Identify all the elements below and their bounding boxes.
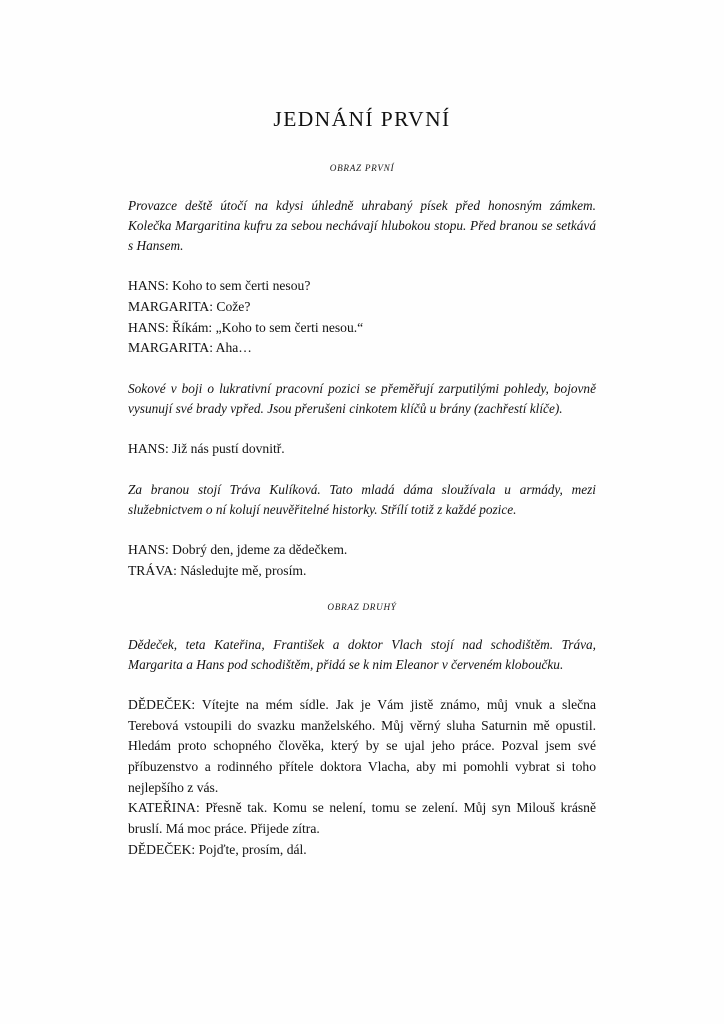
spacer — [128, 256, 596, 276]
dialogue-block — [128, 439, 596, 460]
dialogue-line: TRÁVA: Následujte mě, prosím. — [128, 563, 307, 579]
spacer — [128, 582, 596, 602]
dialogue-line: MARGARITA: Aha… — [128, 340, 252, 356]
dialogue-line: HANS: Koho to sem čerti nesou? — [128, 278, 311, 294]
stage-direction: Za branou stojí Tráva Kulíková. Tato mladá dáma sloužívala u armády, mezi služebnictvem o ní kolují neuvěřitelné historky. Střílí totiž z každé pozice. — [128, 481, 596, 518]
dialogue-line: DĚDEČEK: Pojďte, prosím, dál. — [128, 841, 307, 857]
scene-heading-obraz-druhy: OBRAZ DRUHÝ — [327, 601, 397, 612]
dialogue-line: HANS: Dobrý den, jdeme za dědečkem. — [128, 542, 348, 558]
scene-heading-obraz-prvni: OBRAZ PRVNÍ — [329, 162, 395, 173]
spacer — [128, 359, 596, 379]
dialogue-line: DĚDEČEK: Vítejte na mém sídle. Jak je Vám jistě známo, můj vnuk a slečna Terebová vstoupili do svazku manželského. Můj věrný sluha Saturnin mě opustil. Hledám proto schopného člověka, který by se ujal jeho práce. Pozval jsem své příbuzenstvo a rodinného přítele doktora Vlacha, aby mi pomohli vybrat si toho nejlepšího z vás. — [128, 697, 596, 795]
spacer — [128, 613, 596, 635]
spacer — [128, 675, 596, 695]
page-title: JEDNÁNÍ PRVNÍ — [273, 107, 451, 131]
spacer — [128, 174, 596, 196]
stage-direction: Provazce deště útočí na kdysi úhledně uhrabaný písek před honosným zámkem. Kolečka Margaritina kufru za sebou nechávají hlubokou stopu. Před branou se setkává s Hansem. — [128, 197, 596, 254]
dialogue-block — [128, 276, 596, 359]
spacer — [128, 419, 596, 439]
dialogue-block — [128, 540, 596, 581]
dialogue-line: HANS: Již nás pustí dovnitř. — [128, 441, 285, 457]
page-content — [128, 0, 596, 860]
dialogue-line: KATEŘINA: Přesně tak. Komu se nelení, tomu se zelení. Můj syn Milouš krásně bruslí. Má moc práce. Přijede zítra. — [128, 800, 596, 837]
stage-direction: Sokové v boji o lukrativní pracovní pozici se přeměřují zarputilými pohledy, bojovně vysunují své brady vpřed. Jsou přerušeni cinkotem klíčů u brány (zachřestí klíče). — [128, 380, 596, 417]
dialogue-line: HANS: Říkám: „Koho to sem čerti nesou.“ — [128, 319, 364, 335]
dialogue-block — [128, 695, 596, 860]
stage-direction: Dědeček, teta Kateřina, František a doktor Vlach stojí nad schodištěm. Tráva, Margarita a Hans pod schodištěm, přidá se k nim Eleanor v červeném kloboučku. — [128, 636, 596, 672]
dialogue-line: MARGARITA: Cože? — [128, 298, 251, 314]
spacer — [128, 520, 596, 540]
spacer — [128, 460, 596, 480]
